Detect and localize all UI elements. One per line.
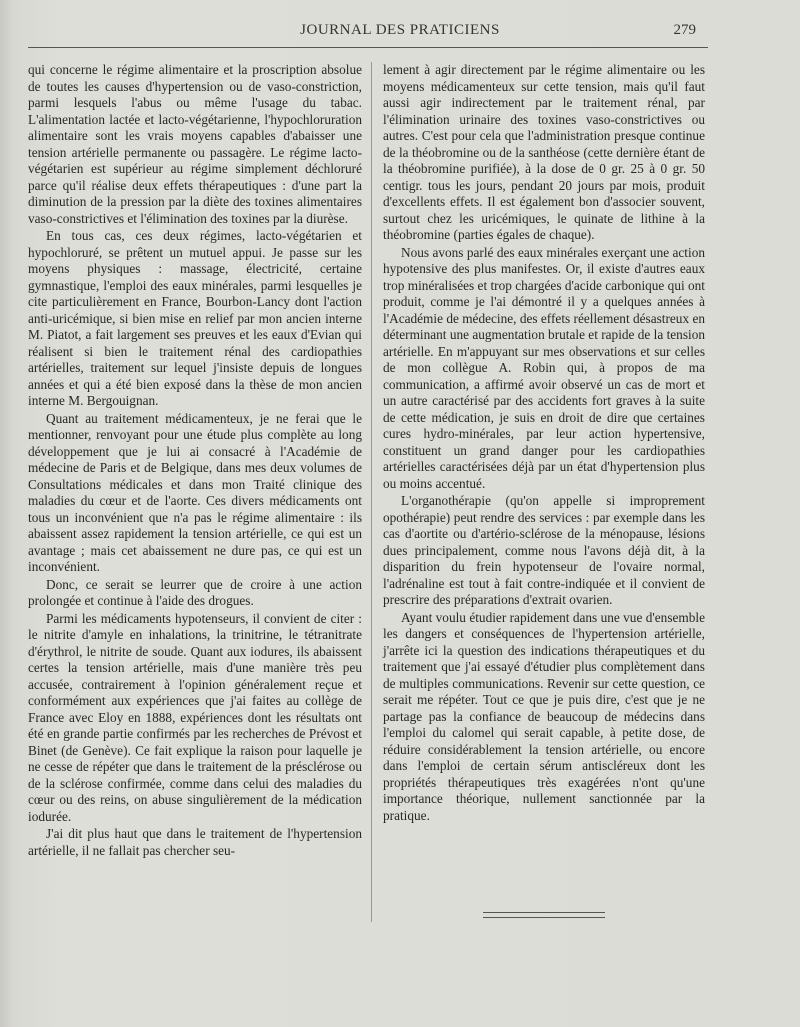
paragraph: Ayant voulu étudier rapidement dans une vue d'ensemble les dangers et conséquences de l'hypertension artérielle, j'arrête ici la question des indications thérapeutiques et du traitement que j'ai essayé d'étudier plus complètement dans de multiples communications. Revenir sur cette question, ce serait me répéter. Tout ce que je puis dire, c'est que je ne partage pas la confiance de beaucoup de médecins dans l'emploi du calomel qui serait capable, à petite dose, de réduire considérablement la tension artérielle, ou encore dans l'emploi de certain sérum antiscléreux dont les propriétés thérapeutiques très exagérées n'ont qu'une importance théorique, nullement sanctionnée par la pratique. [383, 609, 705, 823]
paragraph: Quant au traitement médicamenteux, je ne ferai que le mentionner, renvoyant pour une étude plus complète au long développement que je lui ai consacré à l'Académie de médecine de Paris et de Belgique, dans mes deux volumes de Consultations médicales et dans mon Traité clinique des maladies du cœur et de l'aorte. Ces divers médicaments ont tous un inconvénient que n'a pas le régime alimentaire : ils abaissent assez rapidement la tension artérielle, ce qui est un avantage ; mais cet abaissement ne dure pas, ce qui est un inconvénient. [28, 410, 362, 574]
paragraph: qui concerne le régime alimentaire et la proscription absolue de toutes les causes d'hypertension ou de vaso-constriction, parmi lesquels l'abus ou même l'usage du tabac. L'alimentation lactée et lacto-végétarienne, l'hypochloruration alimentaire sont les vrais moyens capables d'abaisser une tension artérielle permanente ou passagère. Le régime lacto-végétarien est supérieur au régime simplement déchloruré parce qu'il réalise deux effets thérapeutiques : d'une part la diminution de la pression par la diète des toxines alimentaires vaso-constrictives et l'élimination des toxines par la diurèse. [28, 62, 362, 226]
paragraph: J'ai dit plus haut que dans le traitement de l'hypertension artérielle, il ne fallait pas chercher seu- [28, 826, 362, 858]
right-column [383, 62, 705, 824]
running-title: JOURNAL DES PRATICIENS [300, 22, 500, 38]
column-divider [371, 62, 372, 922]
paragraph: Donc, ce serait se leurrer que de croire à une action prolongée et continue à l'aide des drogues. [28, 576, 362, 608]
left-column [28, 62, 362, 859]
paragraph: Parmi les médicaments hypotenseurs, il convient de citer : le nitrite d'amyle en inhalations, la trinitrine, le tétranitrate d'érythrol, le nitrite de soude. Quant aux iodures, ils abaissent certes la tension artérielle, mais d'une manière très peu accusée, contrairement à l'opinion généralement reçue et conformément aux expériences que j'ai faites au collège de France avec Eloy en 1888, expériences dont les résultats ont été en grande partie confirmés par les recherches de Prévost et Binet (de Genève). Ce fait explique la raison pour laquelle je ne cesse de répéter que dans le traitement de la présclérose ou de la sclérose confirmée, comme dans celui des maladies du cœur ou des reins, on abuse singulièrement de la médication iodurée. [28, 610, 362, 824]
page-number: 279 [673, 22, 696, 38]
header-rule [28, 47, 708, 48]
paragraph: En tous cas, ces deux régimes, lacto-végétarien et hypochloruré, se prêtent un mutuel appui. Je passe sur les moyens physiques : massage, électricité, certaine gymnastique, l'emploi des eaux minérales, parmi lesquelles je cite particulièrement en France, Bourbon-Lancy dont l'action anti-uricémique, si bien mise en relief par mon ancien interne M. Piatot, a fait largement ses preuves et les eaux d'Evian qui réalisent si bien le traitement rénal des cardiopathies artérielles, traitement sur lequel j'insiste depuis de longues années et qui a été bien exposé dans la thèse de mon ancien interne M. Bergouignan. [28, 228, 362, 408]
paragraph: lement à agir directement par le régime alimentaire ou les moyens médicamenteux sur cette tension, mais qu'il faut aussi agir indirectement par le traitement rénal, par l'élimination urinaire des toxines vaso-constrictives ou autres. C'est pour cela que l'administration presque continue de la théobromine ou de la santhéose (cette dernière étant de la théobromine purifiée), à la dose de 0 gr. 25 à 0 gr. 50 centigr. tous les jours, pendant 20 jours par mois, produit d'excellents effets. Il est également bon d'associer souvent, surtout chez les uricémiques, le quinate de lithine à la théobromine (parties égales de chaque). [383, 62, 705, 242]
end-of-article-rule [483, 912, 605, 918]
paragraph: Nous avons parlé des eaux minérales exerçant une action hypotensive des plus manifestes. Or, il existe d'autres eaux trop minéralisées et trop chargées d'acide carbonique qui ont produit, comme je l'ai démontré il y a quelques années à l'Académie de médecine, des effets réellement désastreux en déterminant une augmentation brutale et rapide de la tension artérielle. En m'appuyant sur mes observations et sur celles de mon collègue A. Robin qui, à propos de ma communication, a affirmé avoir observé un cas de mort et un autre caractérisé par des accidents fort graves à la suite de cette médication, je suis en droit de dire que certaines cures hydro-minérales, par leur action hypertensive, constituent un grand danger pour les cardiopathies artérielles caractérisées déjà par un état d'hypertension plus ou moins accentué. [383, 244, 705, 491]
paragraph: L'organothérapie (qu'on appelle si improprement opothérapie) peut rendre des services : par exemple dans les cas d'aortite ou d'artério-sclérose de la ménopause, lésions dues principalement, comme nous l'avons déjà dit, à la disparition du frein hypotenseur de l'ovaire normal, l'adrénaline est tout à fait contre-indiquée et il convient de prescrire des préparations d'extrait ovarien. [383, 493, 705, 607]
page-header [0, 22, 800, 44]
